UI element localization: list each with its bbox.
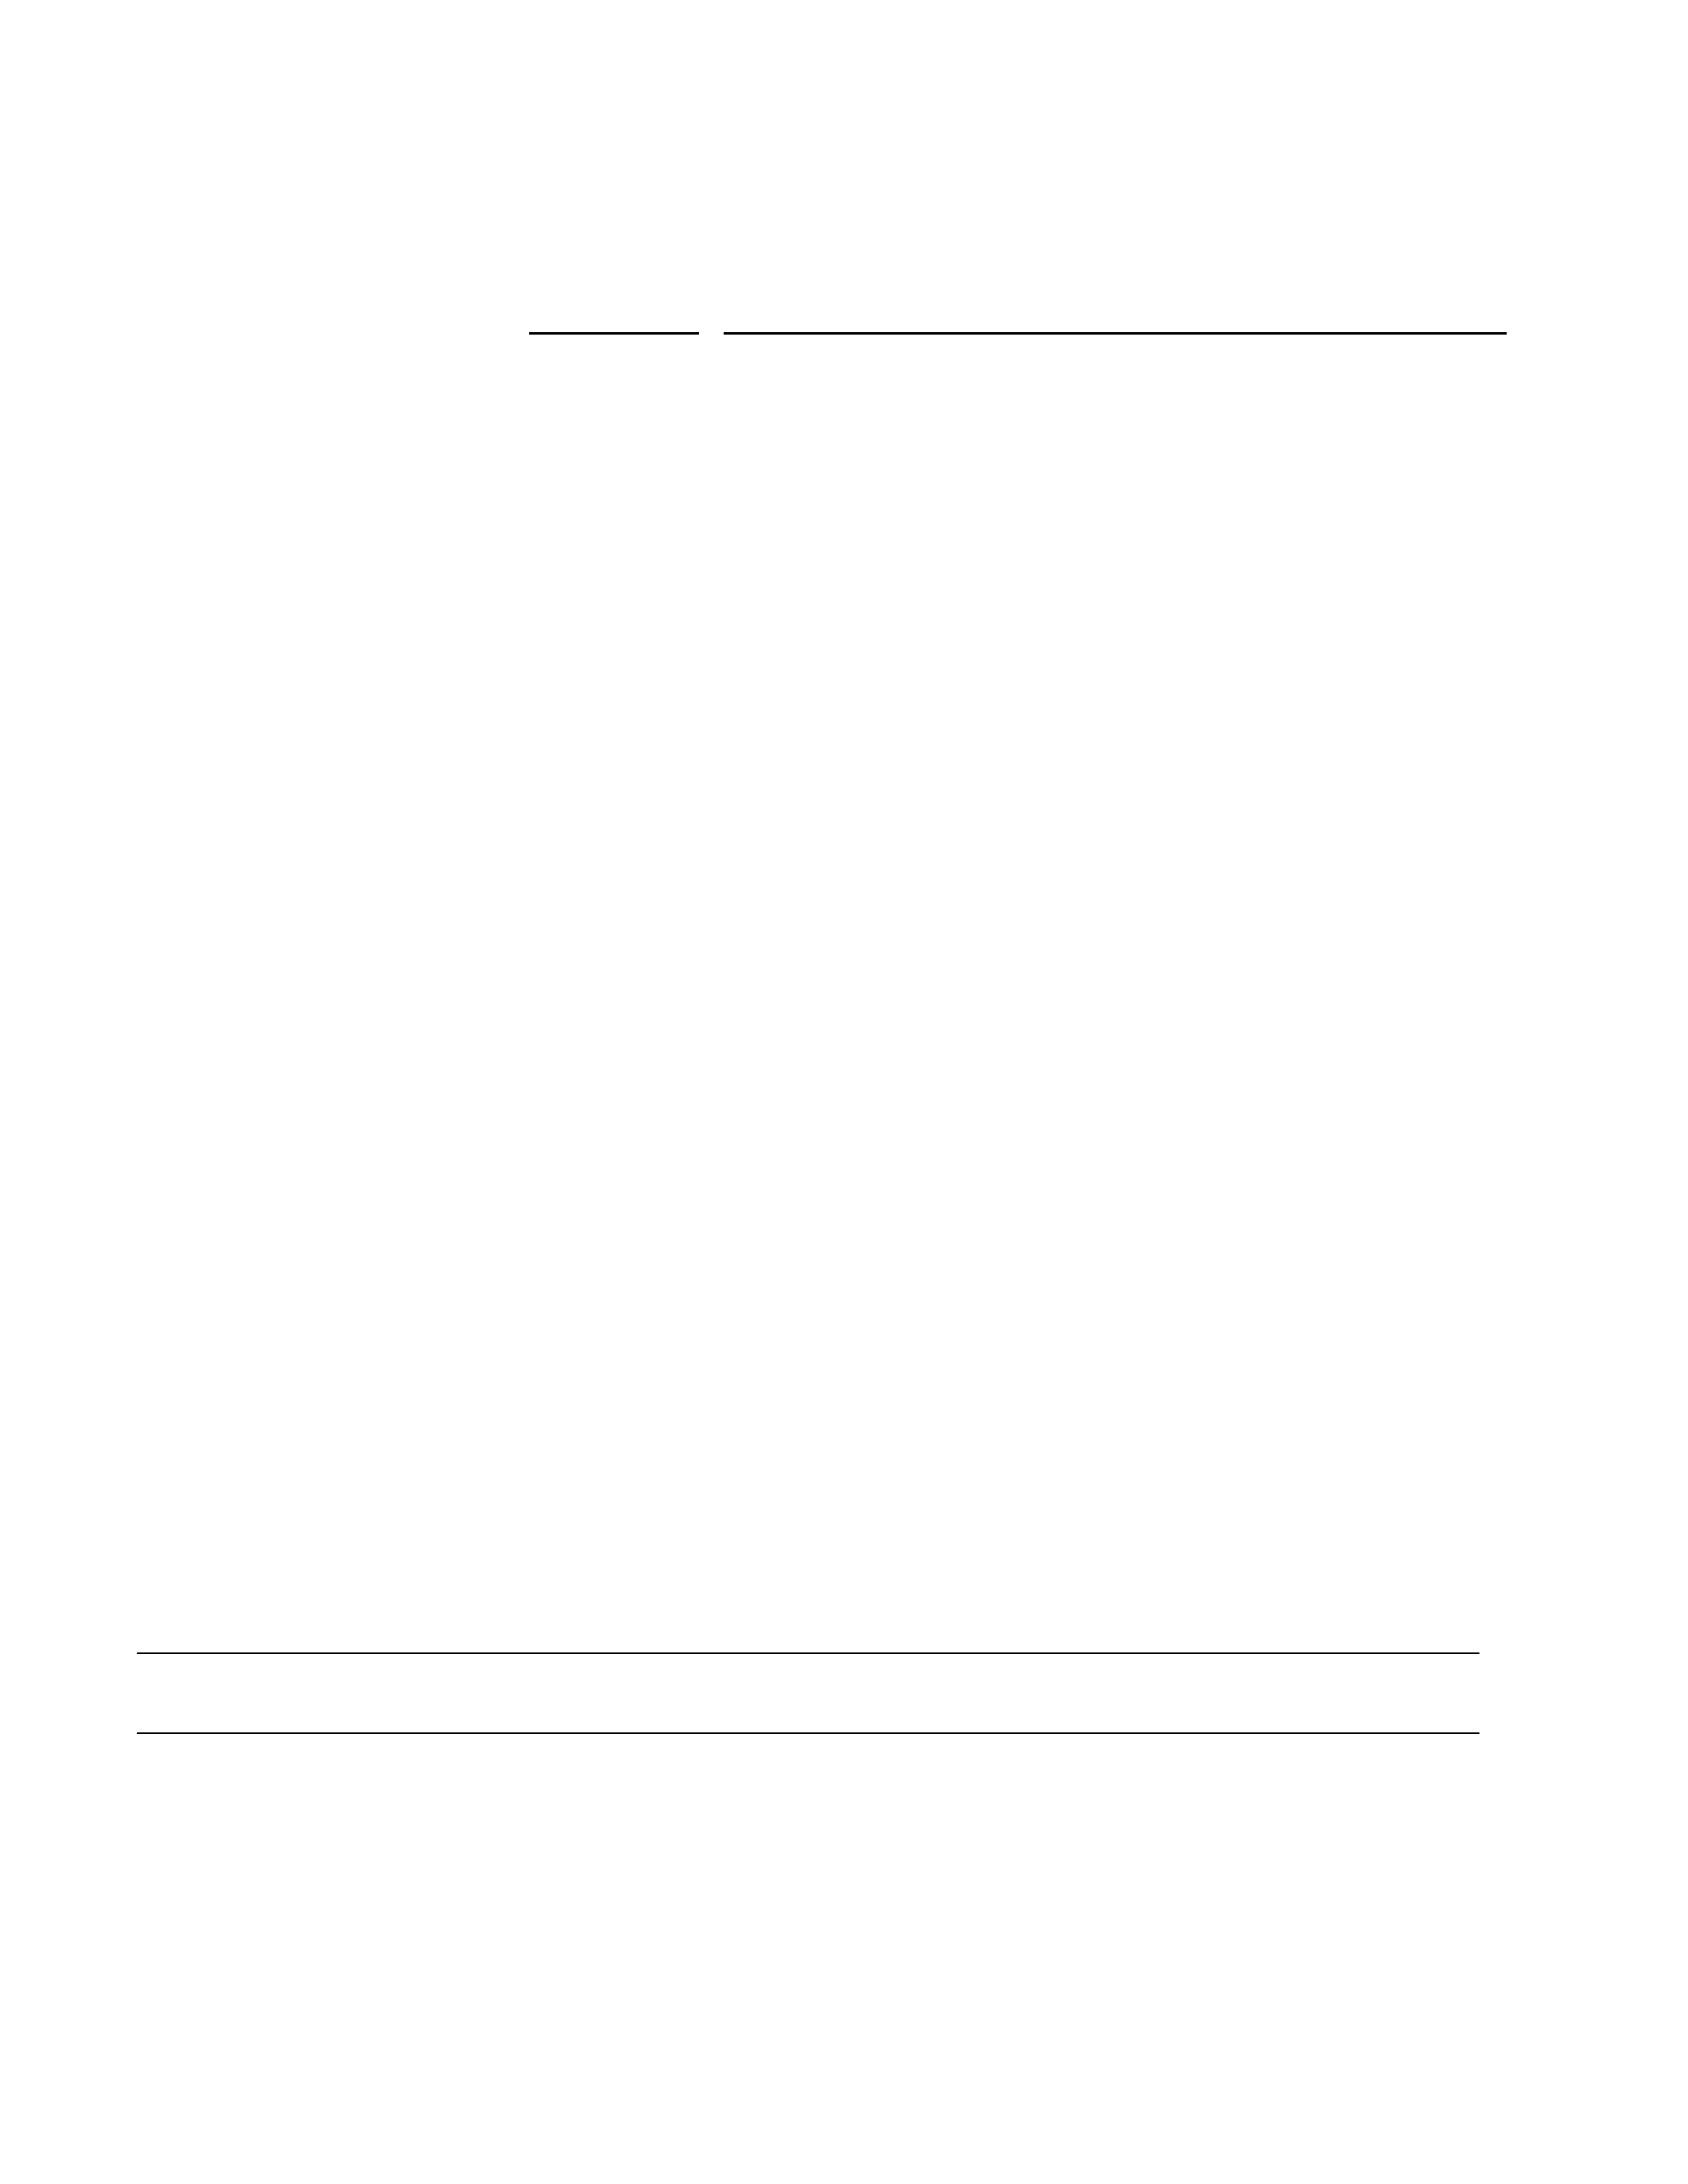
header-rule-fiscal-2005: [529, 332, 699, 335]
footnote-top-rule: [137, 1652, 1479, 1654]
footnote-bottom-rule: [137, 1732, 1479, 1734]
header-rule-prior-years: [724, 332, 1507, 335]
footnote: [137, 1681, 186, 1705]
